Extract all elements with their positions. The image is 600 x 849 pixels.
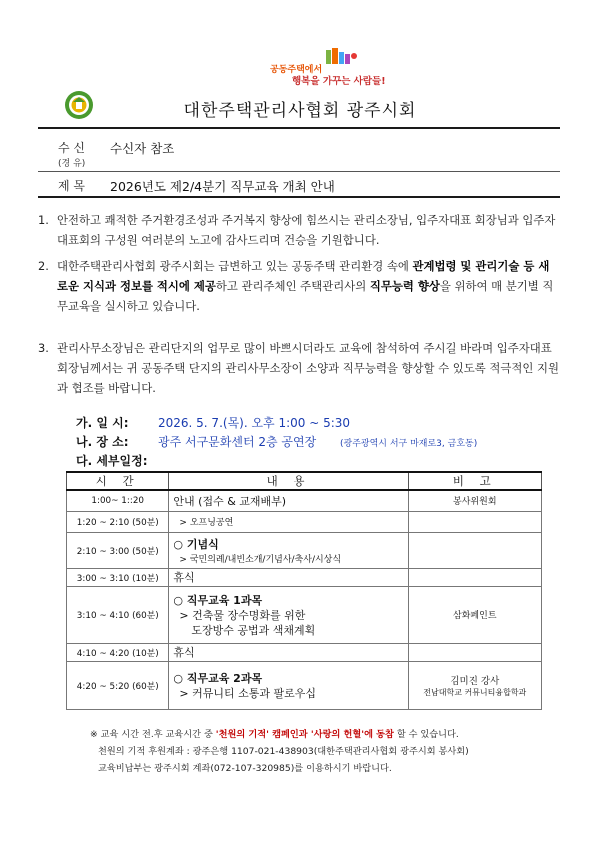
content-cell: > 오프닝공연 (169, 511, 408, 532)
time-cell: 4:10 ~ 4:20 (10분) (67, 643, 169, 661)
content-cell: ○ 직무교육 2과목 > 커뮤니티 소통과 팔로우십 (169, 661, 408, 709)
slogan-logo (268, 48, 388, 88)
recipient-value: 수신자 참조 (110, 141, 175, 156)
paragraph-text: 관리사무소장님은 관리단지의 업무로 많이 바쁘시더라도 교육에 참석하여 주시길 바라며 입주자대표회장님께서는 귀 공동주택 단지의 관리사무소장이 소양과 직무능력을 향상할 수 있도록 적극적인 지원과 협조를 바랍니다. (57, 341, 559, 395)
svg-text:행복을 가꾸는 사람들!: 행복을 가꾸는 사람들! (292, 76, 386, 87)
date-value: 2026. 5. 7.(목). 오후 1:00 ~ 5:30 (158, 416, 351, 430)
column-header-time: 시 간 (67, 472, 169, 490)
time-cell: 1:20 ~ 2:10 (50분) (67, 511, 169, 532)
column-header-note: 비 고 (408, 472, 541, 490)
paragraph-1 (38, 210, 560, 250)
table-row (67, 661, 542, 709)
campaign-note: ※ 교육 시간 전.후 교육시간 중 '천원의 기적' 캠페인과 '사랑의 헌혈'에 동참 할 수 있습니다. (90, 729, 459, 740)
note-cell: 김미진 강사 전남대학교 커뮤니티융합학과 (408, 661, 541, 709)
highlight-text: 직무능력 향상 (369, 279, 440, 293)
svg-text:공동주택에서: 공동주택에서 (270, 65, 323, 75)
time-cell: 2:10 ~ 3:00 (50분) (67, 532, 169, 568)
time-cell: 1:00~ 1::20 (67, 490, 169, 511)
paragraph-number: 3. (38, 341, 49, 355)
paragraph-number: 2. (38, 259, 49, 273)
time-cell: 4:20 ~ 5:20 (60분) (67, 661, 169, 709)
table-row (67, 511, 542, 532)
note-cell: 삼화페인트 (408, 586, 541, 643)
schedule-label: 다. 세부일정: (76, 454, 148, 468)
table-row (67, 490, 542, 511)
place-value: 광주 서구문화센터 2층 공연장 (158, 435, 317, 449)
donation-account-note: 천원의 기적 후원계좌 : 광주은행 1107-021-438903(대한주택관리사협회 광주시회 봉사회) (98, 746, 469, 757)
content-cell: ○ 기념식 > 국민의례/내빈소개/기념사/축사/시상식 (169, 532, 408, 568)
place-label: 나. 장 소: (76, 435, 129, 449)
recipient-divider (38, 171, 560, 172)
paragraph-text: 대한주택관리사협회 광주시회는 급변하고 있는 공동주택 관리환경 속에 관계법령 및 관리기술 등 새로운 지식과 정보를 적시에 제공하고 관리주체인 주택관리사의 직무능력 향상을 위하여 매 분기별 직무교육을 실시하고 있습니다. (57, 259, 554, 313)
note-cell (408, 511, 541, 532)
table-row (67, 568, 542, 586)
note-cell (408, 568, 541, 586)
header-divider (38, 127, 560, 129)
content-cell: 안내 (접수 & 교재배부) (169, 490, 408, 511)
fee-account-note: 교육비납부는 광주시회 계좌(072-107-320985)를 이용하시기 바랍니다. (98, 763, 392, 774)
highlight-text: 관계법령 및 관리기술 등 새로운 지식과 정보를 적시에 제공 (57, 259, 550, 293)
time-cell: 3:00 ~ 3:10 (10분) (67, 568, 169, 586)
schedule-table (66, 471, 542, 710)
subject-divider (38, 196, 560, 198)
date-label: 가. 일 시: (76, 416, 129, 430)
table-row (67, 532, 542, 568)
recipient-label: 수 신 (58, 141, 85, 155)
content-cell: ○ 직무교육 1과목 > 건축물 장수명화를 위한 도장방수 공법과 색채계획 (169, 586, 408, 643)
table-row (67, 643, 542, 661)
paragraph-number: 1. (38, 213, 49, 227)
table-row (67, 586, 542, 643)
paragraph-text: 안전하고 쾌적한 주거환경조성과 주거복지 향상에 힘쓰시는 관리소장님, 입주자대표 회장님과 입주자대표회의 구성원 여러분의 노고에 감사드리며 건승을 기원합니다. (57, 213, 556, 247)
note-cell (408, 643, 541, 661)
paragraph-2 (38, 256, 560, 316)
column-header-content: 내 용 (169, 472, 408, 490)
via-label: (경 유) (58, 159, 86, 169)
note-cell: 봉사위원회 (408, 490, 541, 511)
paragraph-3 (38, 338, 560, 398)
subject-label: 제 목 (58, 179, 85, 193)
table-header-row (67, 472, 542, 490)
campaign-highlight: '천원의 기적' 캠페인과 '사랑의 헌혈'에 동참 (215, 729, 394, 740)
content-cell: 휴식 (169, 568, 408, 586)
subject-value: 2026년도 제2/4분기 직무교육 개최 안내 (110, 179, 335, 194)
time-cell: 3:10 ~ 4:10 (60분) (67, 586, 169, 643)
place-address: (광주광역시 서구 마재로3, 금호동) (340, 439, 478, 449)
note-cell (408, 532, 541, 568)
content-cell: 휴식 (169, 643, 408, 661)
organization-title: 대한주택관리사협회 광주시회 (183, 101, 417, 121)
